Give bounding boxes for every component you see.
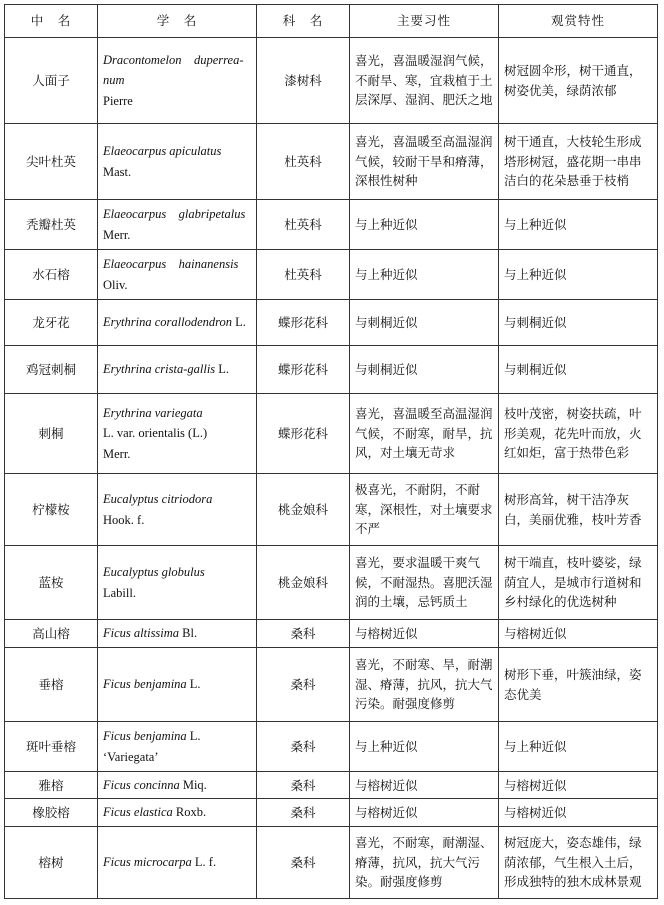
cell-chinese-name: 高山榕: [5, 620, 98, 648]
latin-name: Dracontomelon duperrea-: [103, 52, 244, 67]
scientific-name-line: [103, 852, 251, 872]
cell-chinese-name: 雅榕: [5, 772, 98, 799]
table-row: [5, 300, 658, 346]
table-row: [5, 474, 658, 546]
table-body: [5, 38, 658, 899]
cell-chinese-name: 橡胶榕: [5, 799, 98, 826]
scientific-name-line: [103, 70, 251, 90]
cell-family: 蝶形花科: [257, 300, 350, 346]
author-name: Mast.: [103, 164, 132, 179]
scientific-name-line: [103, 403, 251, 423]
author-name: Miq.: [179, 778, 207, 792]
header-habit: 主要习性: [350, 5, 499, 38]
scientific-name-line: [103, 802, 251, 822]
cell-chinese-name: 龙牙花: [5, 300, 98, 346]
cell-family: 漆树科: [257, 38, 350, 124]
cell-ornamental: 与榕树近似: [499, 772, 658, 799]
author-name: Pierre: [103, 93, 133, 108]
cell-scientific-name: [98, 300, 257, 346]
scientific-name-line: [103, 91, 251, 111]
author-name: L.: [232, 315, 246, 330]
cell-habit: 喜光，喜温暖至高温湿润气候，不耐寒，耐旱，抗风，对土壤无苛求: [350, 394, 499, 474]
author-name: Bl.: [179, 626, 198, 641]
cell-scientific-name: [98, 648, 257, 722]
latin-name: Ficus altissima: [103, 626, 180, 641]
cell-chinese-name: 柠檬桉: [5, 474, 98, 546]
latin-name: Ficus elastica: [103, 805, 173, 820]
author-name: Hook. f.: [103, 512, 145, 527]
cell-habit: 与上种近似: [350, 200, 499, 250]
author-name: L.: [186, 729, 201, 744]
latin-name: Ficus concinna: [103, 778, 180, 792]
table-row: [5, 38, 658, 124]
table-row: [5, 546, 658, 620]
scientific-name-line: [103, 444, 251, 464]
cell-scientific-name: [98, 772, 257, 799]
cell-chinese-name: 榕树: [5, 826, 98, 898]
latin-name: Ficus benjamina: [103, 677, 187, 692]
scientific-name-line: [103, 510, 251, 530]
cell-habit: 与刺桐近似: [350, 300, 499, 346]
cell-habit: 与上种近似: [350, 722, 499, 772]
cell-chinese-name: 鸡冠刺桐: [5, 346, 98, 394]
cell-ornamental: 与上种近似: [499, 722, 658, 772]
latin-name: Erythrina crista-gallis: [103, 362, 216, 377]
table-row: [5, 826, 658, 898]
cell-ornamental: 树干端直，枝叶婆娑，绿荫宜人，是城市行道树和乡村绿化的优选树种: [499, 546, 658, 620]
cell-habit: 与刺桐近似: [350, 346, 499, 394]
cell-ornamental: 与上种近似: [499, 200, 658, 250]
table-row: [5, 200, 658, 250]
latin-name: Elaeocarpus hainanensis: [103, 257, 239, 272]
table-row: [5, 722, 658, 772]
cell-chinese-name: 水石榕: [5, 250, 98, 300]
latin-name: Erythrina corallodendron: [103, 315, 233, 330]
scientific-name-line: [103, 204, 251, 224]
scientific-name-line: [103, 254, 251, 274]
scientific-name-line: [103, 312, 251, 332]
scientific-name-line: [103, 726, 251, 746]
cell-chinese-name: 尖叶杜英: [5, 124, 98, 200]
scientific-name-line: [103, 275, 251, 295]
scientific-name-line: [103, 747, 251, 767]
cell-ornamental: 与榕树近似: [499, 799, 658, 826]
author-name: L. var. orientalis (L.): [103, 426, 208, 441]
cell-chinese-name: 蓝桉: [5, 546, 98, 620]
cell-habit: 极喜光，不耐阴，不耐寒，深根性，对土壤要求不严: [350, 474, 499, 546]
cell-habit: 喜光，喜温暖湿润气候，不耐旱、寒，宜栽植于土层深厚、湿润、肥沃之地: [350, 38, 499, 124]
cell-family: 杜英科: [257, 200, 350, 250]
cell-habit: 与榕树近似: [350, 620, 499, 648]
table-row: [5, 772, 658, 799]
author-name: Oliv.: [103, 277, 128, 292]
cell-family: 桑科: [257, 826, 350, 898]
cell-ornamental: 与刺桐近似: [499, 346, 658, 394]
cell-family: 桑科: [257, 620, 350, 648]
cell-family: 桑科: [257, 799, 350, 826]
cell-chinese-name: 刺桐: [5, 394, 98, 474]
scientific-name-line: [103, 583, 251, 603]
cell-scientific-name: [98, 474, 257, 546]
cell-scientific-name: [98, 38, 257, 124]
cell-scientific-name: [98, 826, 257, 898]
header-scientific-name: 学 名: [98, 5, 257, 38]
table-row: [5, 250, 658, 300]
author-name: Merr.: [103, 227, 131, 242]
cell-scientific-name: [98, 394, 257, 474]
table-row: [5, 620, 658, 648]
latin-name: Eucalyptus globulus: [103, 565, 205, 580]
latin-name: Erythrina variegata: [103, 405, 203, 420]
plant-table: [4, 4, 658, 899]
cell-family: 桃金娘科: [257, 474, 350, 546]
table-row: [5, 124, 658, 200]
latin-name: Eucalyptus citriodora: [103, 492, 213, 507]
scientific-name-line: [103, 141, 251, 161]
scientific-name-line: [103, 359, 251, 379]
latin-name: Elaeocarpus glabripetalus: [103, 207, 246, 222]
cell-ornamental: 树冠庞大，姿态雄伟，绿荫浓郁，气生根入土后，形成独特的独木成林景观: [499, 826, 658, 898]
cell-scientific-name: [98, 546, 257, 620]
cell-habit: 喜光，不耐寒、旱，耐潮湿、瘠薄，抗风，抗大气污染。耐强度修剪: [350, 648, 499, 722]
author-name: Merr.: [103, 446, 131, 461]
cell-ornamental: 树形高耸，树干洁净灰白，美丽优雅，枝叶芳香: [499, 474, 658, 546]
cell-family: 蝶形花科: [257, 394, 350, 474]
cell-family: 桑科: [257, 648, 350, 722]
header-ornamental: 观赏特性: [499, 5, 658, 38]
cell-chinese-name: 斑叶垂榕: [5, 722, 98, 772]
latin-name: Elaeocarpus apiculatus: [103, 144, 222, 159]
header-family: 科 名: [257, 5, 350, 38]
cell-scientific-name: [98, 620, 257, 648]
cell-habit: 喜光，喜温暖至高温湿润气候，较耐干旱和瘠薄，深根性树种: [350, 124, 499, 200]
author-name: L.: [186, 677, 201, 692]
scientific-name-line: [103, 674, 251, 694]
scientific-name-line: [103, 489, 251, 509]
cell-ornamental: 树冠圆伞形，树干通直，树姿优美，绿荫浓郁: [499, 38, 658, 124]
cell-chinese-name: 垂榕: [5, 648, 98, 722]
cell-habit: 与榕树近似: [350, 799, 499, 826]
cell-scientific-name: [98, 200, 257, 250]
header-row: [5, 5, 658, 38]
author-name: L. f.: [191, 855, 217, 870]
author-name: ‘Variegata’: [103, 749, 159, 764]
table-row: [5, 346, 658, 394]
cell-family: 桑科: [257, 772, 350, 799]
scientific-name-line: [103, 225, 251, 245]
scientific-name-line: [103, 423, 251, 443]
cell-habit: 与榕树近似: [350, 772, 499, 799]
table-row: [5, 799, 658, 826]
table-row: [5, 648, 658, 722]
latin-name: num: [103, 73, 125, 88]
scientific-name-line: [103, 562, 251, 582]
cell-ornamental: 与上种近似: [499, 250, 658, 300]
cell-ornamental: 与榕树近似: [499, 620, 658, 648]
author-name: Labill.: [103, 585, 136, 600]
cell-scientific-name: [98, 799, 257, 826]
cell-ornamental: 枝叶茂密，树姿扶疏，叶形美观，花先叶而放，火红如炬，富于热带色彩: [499, 394, 658, 474]
scientific-name-line: [103, 623, 251, 643]
cell-habit: 与上种近似: [350, 250, 499, 300]
latin-name: Ficus microcarpa: [103, 855, 192, 870]
table-row: [5, 394, 658, 474]
cell-scientific-name: [98, 346, 257, 394]
cell-ornamental: 树形下垂，叶簇油绿，姿态优美: [499, 648, 658, 722]
cell-ornamental: 与刺桐近似: [499, 300, 658, 346]
scientific-name-line: [103, 775, 251, 795]
cell-scientific-name: [98, 250, 257, 300]
scientific-name-line: [103, 162, 251, 182]
latin-name: Ficus benjamina: [103, 729, 187, 744]
cell-ornamental: 树干通直，大枝轮生形成塔形树冠，盛花期一串串洁白的花朵悬垂于枝梢: [499, 124, 658, 200]
cell-chinese-name: 秃瓣杜英: [5, 200, 98, 250]
cell-family: 桑科: [257, 722, 350, 772]
cell-family: 蝶形花科: [257, 346, 350, 394]
scientific-name-line: [103, 50, 251, 70]
header-name: 中 名: [5, 5, 98, 38]
cell-habit: 喜光，要求温暖干爽气候，不耐湿热。喜肥沃湿润的土壤，忌钙质土: [350, 546, 499, 620]
cell-chinese-name: 人面子: [5, 38, 98, 124]
cell-scientific-name: [98, 124, 257, 200]
cell-habit: 喜光，不耐寒，耐潮湿、瘠薄，抗风，抗大气污染。耐强度修剪: [350, 826, 499, 898]
cell-family: 杜英科: [257, 124, 350, 200]
cell-scientific-name: [98, 722, 257, 772]
author-name: Roxb.: [172, 805, 207, 820]
author-name: L.: [215, 362, 230, 377]
cell-family: 桃金娘科: [257, 546, 350, 620]
cell-family: 杜英科: [257, 250, 350, 300]
